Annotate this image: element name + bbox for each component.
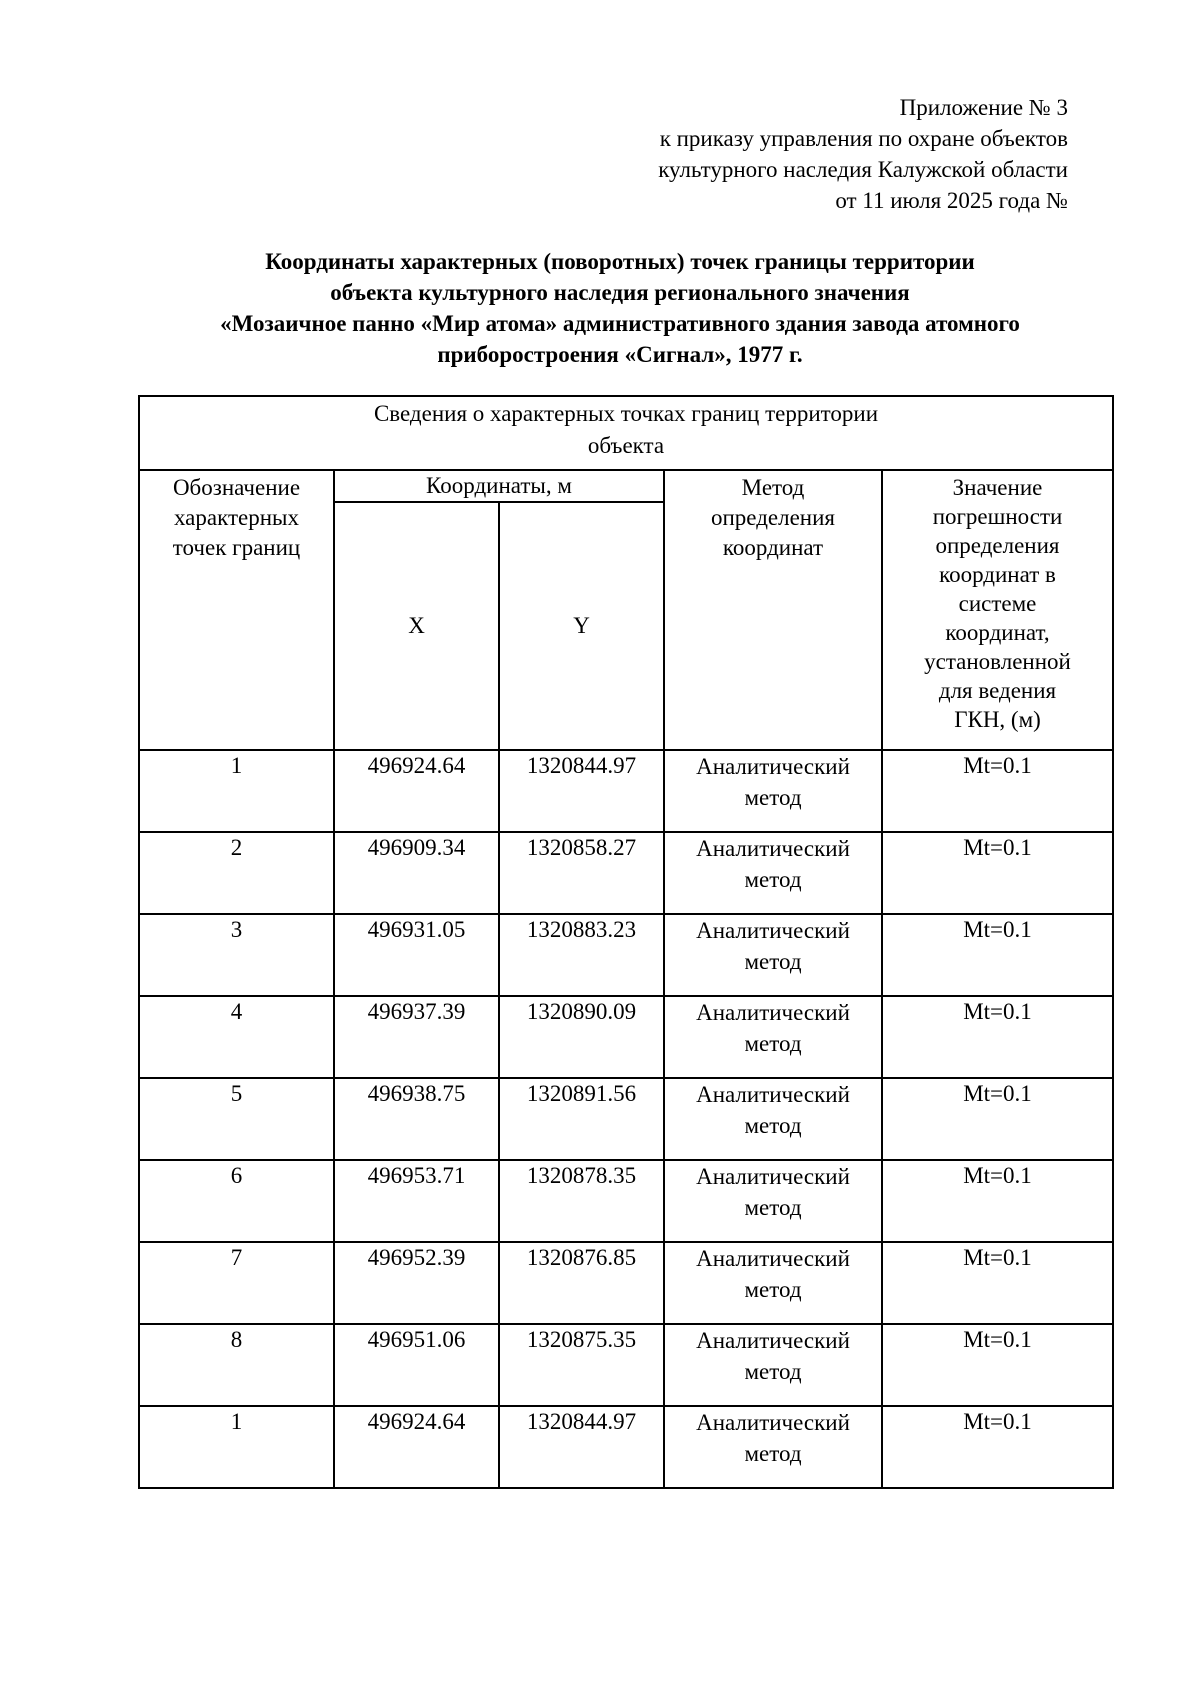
cell-x: 496953.71: [334, 1160, 499, 1242]
document-title: [120, 246, 1120, 370]
cell-error: Mt=0.1: [882, 1406, 1113, 1488]
title-line: приборостроения «Сигнал», 1977 г.: [437, 342, 803, 367]
cell-y: 1320878.35: [499, 1160, 664, 1242]
method-line: Аналитический: [696, 1246, 850, 1271]
header-y: Y: [499, 502, 664, 750]
caption-line: Сведения о характерных точках границ территории: [373, 401, 879, 426]
caption-line: объекта: [587, 433, 665, 458]
cell-point: 1: [139, 1406, 334, 1488]
header-line: определения: [935, 533, 1060, 558]
cell-y: 1320844.97: [499, 1406, 664, 1488]
cell-y: 1320858.27: [499, 832, 664, 914]
cell-y: 1320891.56: [499, 1078, 664, 1160]
title-line: Координаты характерных (поворотных) точек границы территории: [265, 249, 975, 274]
title-line: объекта культурного наследия регионального значения: [330, 280, 910, 305]
cell-x: 496938.75: [334, 1078, 499, 1160]
header-line: погрешности: [932, 504, 1063, 529]
header-point-designation: [139, 470, 334, 750]
header-line: координат,: [945, 620, 1050, 645]
appendix-line: от 11 июля 2025 года №: [835, 188, 1068, 213]
method-line: метод: [744, 1359, 802, 1384]
header-line: для ведения: [938, 678, 1057, 703]
table-row: [139, 1406, 1113, 1488]
method-line: Аналитический: [696, 1164, 850, 1189]
cell-error: Mt=0.1: [882, 750, 1113, 832]
cell-error: Mt=0.1: [882, 1324, 1113, 1406]
header-line: ГКН, (м): [954, 707, 1041, 732]
method-line: метод: [744, 785, 802, 810]
table-row: [139, 996, 1113, 1078]
table-row: [139, 1160, 1113, 1242]
table-row: [139, 1324, 1113, 1406]
cell-method: [664, 1242, 882, 1324]
title-line: «Мозаичное панно «Мир атома» административного здания завода атомного: [220, 311, 1020, 336]
cell-method: [664, 832, 882, 914]
method-line: метод: [744, 949, 802, 974]
cell-x: 496924.64: [334, 1406, 499, 1488]
cell-error: Mt=0.1: [882, 1078, 1113, 1160]
cell-point: 7: [139, 1242, 334, 1324]
cell-x: 496931.05: [334, 914, 499, 996]
method-line: Аналитический: [696, 1000, 850, 1025]
cell-error: Mt=0.1: [882, 1242, 1113, 1324]
header-error-value: [882, 470, 1113, 750]
header-line: Значение: [952, 475, 1043, 500]
header-x: X: [334, 502, 499, 750]
cell-method: [664, 1406, 882, 1488]
header-line: установленной: [924, 649, 1071, 674]
cell-point: 6: [139, 1160, 334, 1242]
table-row: [139, 750, 1113, 832]
cell-method: [664, 1160, 882, 1242]
cell-y: 1320875.35: [499, 1324, 664, 1406]
method-line: Аналитический: [696, 754, 850, 779]
cell-x: 496909.34: [334, 832, 499, 914]
header-line: характерных: [173, 505, 299, 530]
table-row: [139, 914, 1113, 996]
cell-x: 496937.39: [334, 996, 499, 1078]
cell-point: 2: [139, 832, 334, 914]
cell-error: Mt=0.1: [882, 914, 1113, 996]
header-line: координат: [722, 535, 824, 560]
header-line: Обозначение: [172, 475, 301, 500]
appendix-header: [658, 92, 1068, 216]
cell-point: 8: [139, 1324, 334, 1406]
cell-method: [664, 1324, 882, 1406]
header-method: [664, 470, 882, 750]
method-line: Аналитический: [696, 918, 850, 943]
cell-method: [664, 914, 882, 996]
cell-error: Mt=0.1: [882, 832, 1113, 914]
header-line: определения: [710, 505, 835, 530]
method-line: метод: [744, 1441, 802, 1466]
header-line: точек границ: [172, 535, 301, 560]
appendix-line: культурного наследия Калужской области: [658, 157, 1068, 182]
table-row: [139, 832, 1113, 914]
cell-x: 496952.39: [334, 1242, 499, 1324]
cell-method: [664, 1078, 882, 1160]
method-line: метод: [744, 867, 802, 892]
header-line: системе: [958, 591, 1037, 616]
cell-point: 5: [139, 1078, 334, 1160]
cell-y: 1320844.97: [499, 750, 664, 832]
cell-method: [664, 750, 882, 832]
table-row: [139, 1078, 1113, 1160]
method-line: метод: [744, 1277, 802, 1302]
method-line: Аналитический: [696, 1410, 850, 1435]
cell-y: 1320890.09: [499, 996, 664, 1078]
cell-x: 496951.06: [334, 1324, 499, 1406]
appendix-line: к приказу управления по охране объектов: [659, 126, 1068, 151]
cell-y: 1320883.23: [499, 914, 664, 996]
header-coordinates: Координаты, м: [334, 470, 664, 502]
cell-point: 4: [139, 996, 334, 1078]
method-line: Аналитический: [696, 1082, 850, 1107]
cell-y: 1320876.85: [499, 1242, 664, 1324]
method-line: метод: [744, 1113, 802, 1138]
cell-point: 1: [139, 750, 334, 832]
cell-error: Mt=0.1: [882, 996, 1113, 1078]
appendix-line: Приложение № 3: [899, 95, 1068, 120]
method-line: метод: [744, 1031, 802, 1056]
cell-x: 496924.64: [334, 750, 499, 832]
cell-error: Mt=0.1: [882, 1160, 1113, 1242]
header-line: Метод: [741, 475, 805, 500]
cell-point: 3: [139, 914, 334, 996]
method-line: Аналитический: [696, 836, 850, 861]
table-caption: [139, 396, 1113, 470]
table-row: [139, 1242, 1113, 1324]
cell-method: [664, 996, 882, 1078]
method-line: Аналитический: [696, 1328, 850, 1353]
coordinates-table: [138, 395, 1114, 1489]
header-line: координат в: [939, 562, 1056, 587]
method-line: метод: [744, 1195, 802, 1220]
